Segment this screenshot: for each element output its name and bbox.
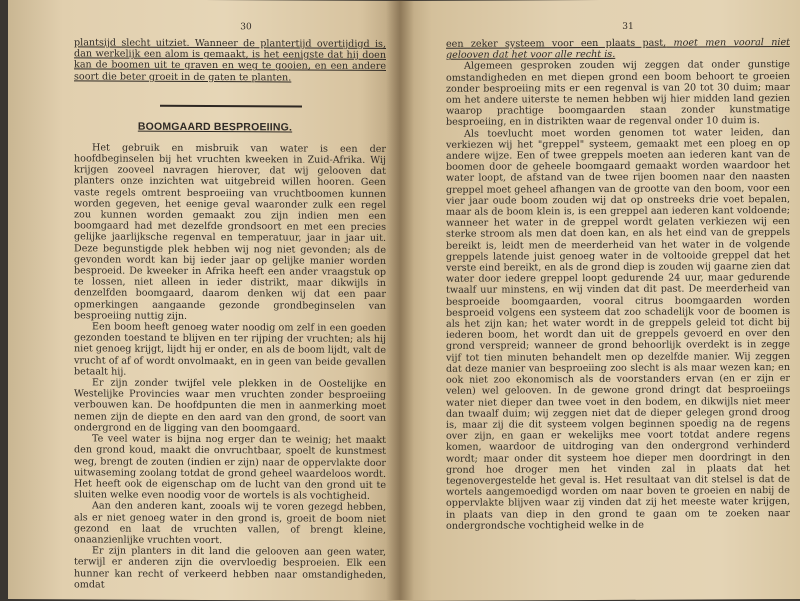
right-top-plain: een zeker systeem voor een plaats past, bbox=[446, 37, 667, 50]
right-page bbox=[400, 0, 800, 601]
left-paragraph-4: Te veel water is bijna nog erger dan te weinig; het maakt den grond koud, maakt die onvruchtbaar, spoelt de kunstmest weg, brengt de zouten (indien er zijn) naar de oppervlakte door uitwaseming zoolang totdat de grond geheel waardeloos wordt. Het heeft ook de eigenschap om de lucht van den grond uit te sluiten welke even noodig voor de wortels is als vochtigheid. bbox=[74, 433, 386, 502]
right-page-number: 31 bbox=[622, 21, 634, 32]
left-page-number: 30 bbox=[240, 22, 252, 33]
left-paragraph-1: Het gebruik en misbruik van water is een der hoofdbeginselen bij het vruchten kweeken in Zuid-Afrika. Wij krijgen zooveel navragen hierover, dat wij gelooven dat planters onze inzichten wat uitgebreid willen hooren. Geen vaste regels omtrent besproeiing van vruchtboomen kunnen worden gegeven, het eenige geval waaronder zulk een regel zou kunnen worden gemaakt zou zijn indien men een boomgaard had met dezelfde grondsoort en met een precies gelijke jaarlijksche regenval en temperatuur, jaar in jaar uit. Deze begunstigde plek hebben wij nog niet gevonden; als de gevonden wordt kan bij ieder jaar op gelijke manier worden besproeid. De kweeker in Afrika heeft een ander vraagstuk op te lossen, niet alleen in ieder distrikt, maar dikwijls in denzelfden boomgaard, daarom denken wij dat een paar opmerkingen aangaande gezonde grondbeginselen van besproeiing nuttig zijn. bbox=[74, 142, 386, 322]
left-page bbox=[8, 0, 400, 601]
section-heading: BOOMGAARD BESPROEIING. bbox=[137, 120, 293, 134]
left-paragraph-6: Er zijn planters in dit land die gelooven aan geen water, terwijl er anderen zijn die overvloedig besproeien. Elk een hunner kan recht of verkeerd hebben naar omstandigheden, omdat bbox=[74, 545, 386, 591]
left-paragraph-5: Aan den anderen kant, zooals wij te voren gezegd hebben, als er niet genoeg water in den grond is, groeit de boom niet gezond en laat de vruchten vallen, of brengt kleine, onaanzienlijke vruchten voort. bbox=[74, 500, 386, 547]
right-paragraph-1: Algemeen gesproken zouden wij zeggen dat onder gunstige omstandigheden en met diepen grond een boom behoort te groeien zonder besproeiing mits er een regenval is van 20 tot 30 duim; maar om het andere uiterste te nemen hebben wij hier midden land gezien waarop prachtige boomgaarden staan zonder kunstmatige besproeiing, en in distrikten waar de regenval onder 10 duim is. bbox=[446, 59, 790, 129]
section-separator bbox=[160, 105, 302, 108]
left-paragraph-2: Een boom heeft genoeg water noodig om zelf in een goeden gezonden toestand te blijven en ter rijping der vruchten; als hij niet genoeg krijgt, lijdt hij er onder, en als de boom lijdt, valt de vrucht of af of wordt onvolmaakt, en in geen van beide gevallen betaalt hij. bbox=[74, 321, 386, 378]
right-paragraph-2: Als toevlucht moet worden genomen tot water leiden, dan verkiezen wij het "greppel" systeem, gemaakt met een ploeg en op andere wijze. Een of twee greppels moeten aan iederen kant van de boomen door de geheele boomgaard gemaakt worden waardoor het water loopt, de afstand van de twee rijen boomen naar den naasten greppel moet geheel afhangen van de grootte van den boom, voor een vier jaar oude boom zouden wij dat op onstreeks drie voet bepalen, maar als de boom klein is, is een greppel aan iederen kant voldoende; wanneer het water in de greppel wordt gelaten verkiezen wij een sterke stroom als men dat doen kan, en als het eind van de greppels bereikt is, leidt men de meerderheid van het water in de volgende greppels latende juist genoeg water in de voltooide greppel dat het verste eind bereikt, en als de grond diep is zouden wij gaarne zien dat water door iedere greppel loopt gedurende 24 uur, maar gedurende twaalf uur minstens, en wij vinden dat dit past. De meerderheid van besproeide boomgaarden, vooral citrus boomgaarden worden besproeid volgens een systeem dat zoo schadelijk voor de boomen is als het zijn kan; het water wordt in de greppels geleid tot dicht bij iederen boom, het wordt dan uit de greppels gevoerd en over den grond verspreid; wanneer de grond behoorlijk overdekt is in zegge vijf tot tien minuten behandelt men op dezelfde manier. Wij zeggen dat deze manier van besproeiing zoo slecht is als maar wezen kan; en ook niet zoo ekonomisch als de voorstanders ervan (en er zijn er velen) wel gelooven. In de gewone grond dringt dat besproeiings water niet dieper dan twee voet in den bodem, en dikwijls niet meer dan twaalf duim; wij zeggen niet dat de dieper gelegen grond droog is, maar zij die dit systeem volgen beginnen spoedig na de regens over zijn, en gaan er wekelijks mee voort totdat andere regens komen, waardoor de uitdroging van den ondergrond verhinderd wordt; maar onder dit systeem hoe dieper men doordringt in den grond hoe droger men het vinden zal in plaats dat het tegenovergestelde het geval is. Het resultaat van dit stelsel is dat de wortels aangemoedigd worden om naar boven te groeien en nabij de oppervlakte blijven waar zij vinden dat zij het meeste water krijgen, in plaats van diep in den grond te gaan om te zoeken naar ondergrondsche vochtigheid welke in de bbox=[446, 126, 790, 532]
right-top-paragraph bbox=[446, 37, 790, 61]
left-paragraph-3: Er zijn zonder twijfel vele plekken in de Oostelijke en Westelijke Provincies waar men vruchten zonder besproeiing verbouwen kan. De hoofdpunten die men in aanmerking moet nemen zijn de diepte en den aard van den grond, de soort van ondergrond en de ligging van den boomgaard. bbox=[74, 377, 386, 435]
right-top-emphasis: moet men vooral niet gelooven dat het voor alle recht is. bbox=[446, 37, 790, 62]
book-gutter bbox=[386, 0, 414, 600]
left-top-paragraph: plantsijd slecht uitziet. Wanneer de plantertijd overtijdigd is, dan werkelijk een alom is gemaakt, is het eenigste dat hij doen kan de boomen uit te graven en weg te gooien, en een andere soort die beter groeit in de gaten te planten. bbox=[74, 37, 386, 84]
